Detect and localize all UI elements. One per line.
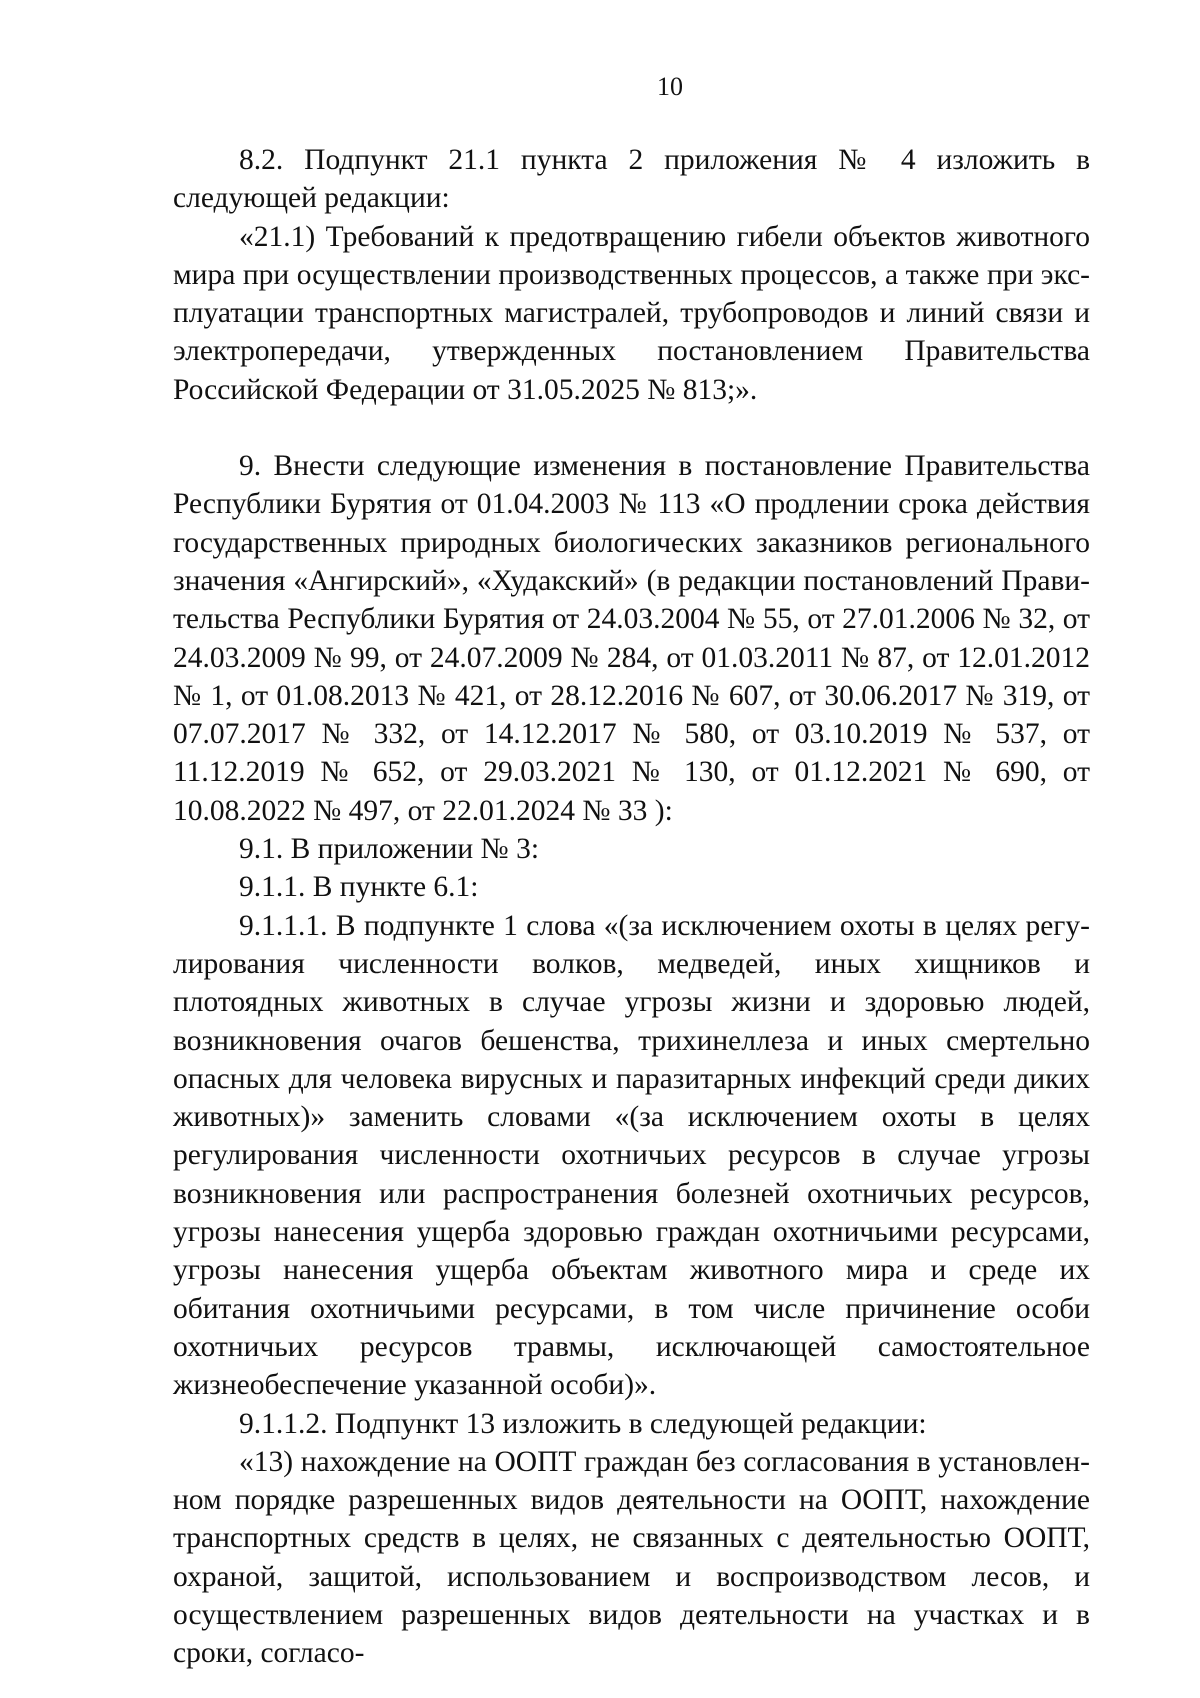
- paragraph-9-1: 9.1. В приложении № 3:: [239, 833, 540, 866]
- page-number: 10: [657, 72, 683, 101]
- paragraph-9-1-1-2: 9.1.1.2. Подпункт 13 изложить в следующей редакции:: [239, 1407, 927, 1440]
- paragraph-quote-21-1: «21.1) Требований к предотвращению гибели объектов животного мира при осуществлении производственных процессов, а также при эксплуатации транспортных магистралей, трубопроводов и линий связи и электропередачи, утвержденных постановлением Правительства Российской Федерации от 31.05.2025 № 813;».: [173, 220, 1090, 406]
- paragraph-9: 9. Внести следующие изменения в постановление Правительства Республики Бурятия от 01.04.2003 № 113 «О продлении срока действия государственных природных биологических заказников регионального значения «Ангирский», «Худакский» (в редакции постановлений Правительства Республики Бурятия от 24.03.2004 № 55, от 27.01.2006 № 32, от 24.03.2009 № 99, от 24.07.2009 № 284, от 01.03.2011 № 87, от 12.01.2012 № 1, от 01.08.2013 № 421, от 28.12.2016 № 607, от 30.06.2017 № 319, от 07.07.2017 № 332, от 14.12.2017 № 580, от 03.10.2019 № 537, от 11.12.2019 № 652, от 29.03.2021 № 130, от 01.12.2021 № 690, от 10.08.2022 № 497, от 22.01.2024 № 33 ):: [173, 450, 1090, 827]
- paragraph-9-1-1: 9.1.1. В пункте 6.1:: [239, 871, 479, 904]
- paragraph-quote-13: «13) нахождение на ООПТ граждан без согласования в установленном порядке разрешенных видов деятельности на ООПТ, нахождение транспортных средств в целях, не связанных с деятельностью ООПТ, охраной, защитой, использованием и воспроизводством лесов, и осуществлением разрешенных видов деятельности на участках и в сроки, согласо-: [173, 1445, 1090, 1670]
- paragraph-9-1-1-1: 9.1.1.1. В подпункте 1 слова «(за исключением охоты в целях регулирования численности волков, медведей, иных хищников и плотоядных животных в случае угрозы жизни и здоровью людей, возникновения очагов бешенства, трихинеллеза и иных смертельно опасных для человека вирусных и паразитарных инфекций среди диких животных)» заменить словами «(за исключением охоты в целях регулирования численности охотничьих ресурсов в случае угрозы возникновения или распространения болезней охотничьих ресурсов, угрозы нанесения ущерба здоровью граждан охотничьими ресурсами, угрозы нанесения ущерба объектам животного мира и среде их обитания охотничьими ресурсами, в том числе причинение особи охотничьих ресурсов травмы, исключающей самостоятельное жизнеобеспечение указанной особи)».: [173, 909, 1090, 1402]
- paragraph-8-2: 8.2. Подпункт 21.1 пункта 2 приложения № 4 изложить в следующей редакции:: [173, 144, 1090, 215]
- paragraph-spacer: [173, 409, 1090, 447]
- document-body: [173, 141, 1090, 1673]
